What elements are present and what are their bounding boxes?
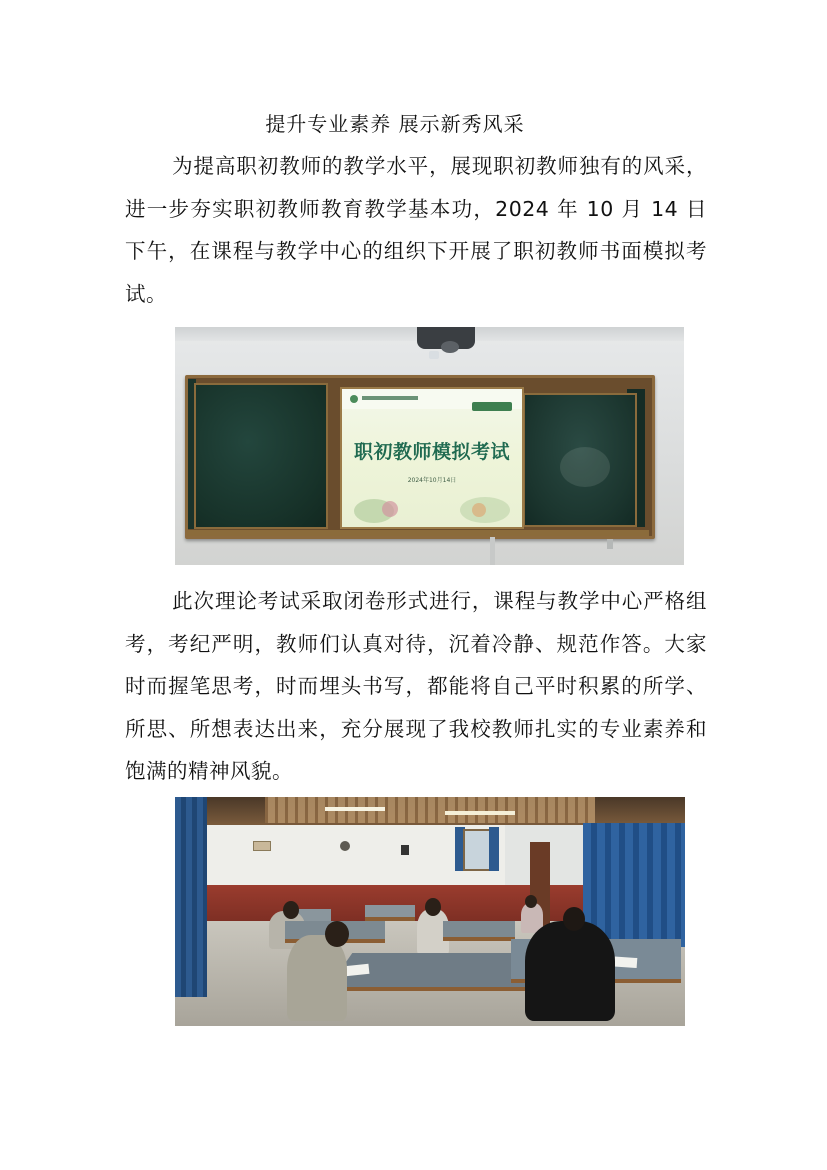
screen-title: 职初教师模拟考试 <box>353 441 510 463</box>
screen-decoration <box>472 503 486 517</box>
chalk-tray <box>187 530 649 536</box>
wall-clock <box>340 841 350 851</box>
page-title: 提升专业素养 展示新秀风采 <box>265 112 525 136</box>
teacher-head <box>563 907 585 931</box>
blackboard-left-panel <box>194 383 328 529</box>
desk <box>365 905 415 921</box>
photo-exam-room <box>175 797 685 1026</box>
curtain-left <box>175 797 207 997</box>
ceiling-light <box>325 807 385 811</box>
photo-blackboard <box>175 327 684 565</box>
screen-date: 2024年10月14日 <box>407 477 457 484</box>
wall-conduit <box>490 537 495 565</box>
teacher-head <box>283 901 299 919</box>
teacher <box>525 921 615 1021</box>
chalk-smudge <box>560 447 610 487</box>
paragraph-exam: 此次理论考试采取闭卷形式进行，课程与教学中心严格组考，考纪严明，教师们认真对待，沉着冷静、规范作答。大家时而握笔思考，时而埋头书写，都能将自己平时积累的所学、所思、所想表达出来，充分展现了我校教师扎实的专业素养和饱满的精神风貌。 <box>125 589 707 783</box>
projection-screen <box>340 387 524 529</box>
curtain <box>489 827 499 871</box>
screen-school-name <box>362 396 418 400</box>
projector-lens <box>441 341 459 353</box>
teacher <box>287 935 347 1021</box>
teacher-head <box>325 921 349 947</box>
ceiling-light <box>445 811 515 815</box>
screen-badge <box>472 402 512 411</box>
projector-mount <box>429 351 439 359</box>
desk <box>443 921 515 941</box>
teacher-head <box>425 898 441 916</box>
wall-speaker <box>401 845 409 855</box>
wall-switch <box>607 539 613 549</box>
paragraph-intro: 为提高职初教师的教学水平，展现职初教师独有的风采，进一步夯实职初教师教育教学基本功，2024 年 10 月 14 日下午，在课程与教学中心的组织下开展了职初教师书面模拟考试。 <box>125 154 707 306</box>
teacher-head <box>525 895 537 908</box>
ceiling-grid <box>265 797 595 823</box>
screen-decoration <box>382 501 398 517</box>
wall-picture <box>253 841 271 851</box>
school-logo-icon <box>350 395 358 403</box>
